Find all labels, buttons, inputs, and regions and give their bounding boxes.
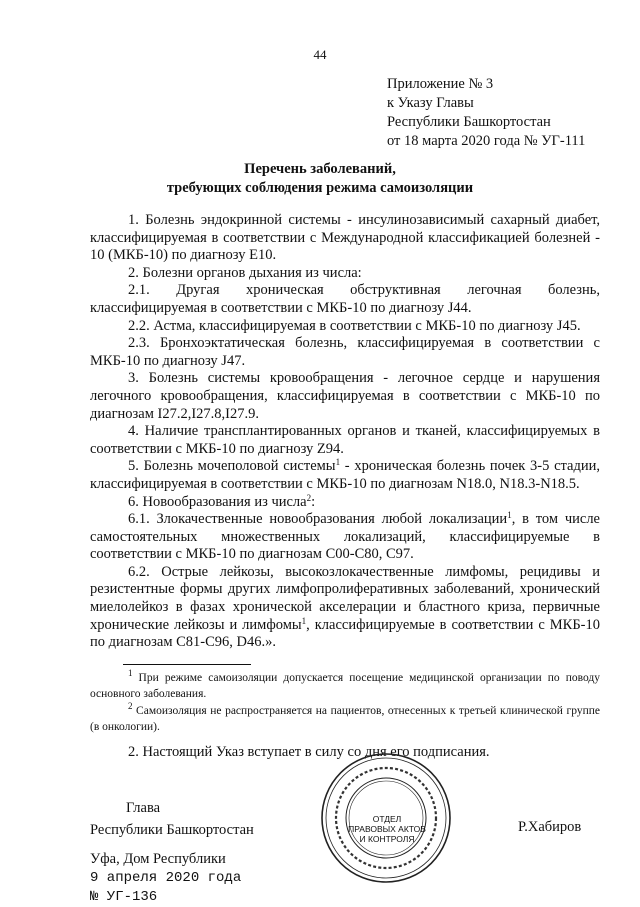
item-1: 1. Болезнь эндокринной системы - инсулинозависимый сахарный диабет, классифицируемая в соответствии с Международной классификацией болезней - 10 (МКБ-10) по диагнозу Е10.	[90, 212, 600, 264]
item-6: 6. Новообразования из числа$^2$:	[128, 492, 316, 510]
decree-date: 9 апреля 2020 года	[90, 870, 242, 886]
signatory-name: Р.Хабиров	[518, 819, 582, 835]
item-2-3: 2.3. Бронхоэктатическая болезнь, классифицируемая в соответствии с МКБ-10 по диагнозу J47.	[90, 335, 600, 369]
item-6-1	[90, 511, 600, 564]
signatory-title	[90, 797, 254, 841]
page-number: 44	[313, 47, 327, 62]
footnote-separator	[123, 664, 251, 665]
appendix-line-4: от 18 марта 2020 года № УГ-111	[387, 133, 586, 149]
footnotes	[90, 670, 600, 736]
item-6-2-text-b: , классифицируемые в соответствии с МКБ-10 по диагнозам C81-C96, D46.».	[90, 616, 600, 651]
place-line: Уфа, Дом Республики	[90, 851, 226, 867]
item-5	[90, 458, 600, 493]
appendix-line-1: Приложение № 3	[387, 76, 494, 92]
item-3: 3. Болезнь системы кровообращения - легочное сердце и нарушения легочного кровообращения, классифицируемая в соответствии с МКБ-10 по диагнозам I27.2,I27.8,I27.9.	[90, 370, 600, 422]
footnote-2-mark: 2	[128, 701, 133, 711]
footnote-ref-1: 1	[335, 457, 341, 468]
place-date-block	[90, 850, 241, 907]
decree-number: № УГ-136	[90, 889, 158, 905]
item-6-1-text-a: 6.1. Злокачественные новообразования любой локализации	[128, 511, 508, 528]
stamp-text	[338, 814, 436, 844]
disease-list	[90, 212, 600, 652]
stamp-line-1: ОТДЕЛ	[372, 814, 402, 824]
footnote-1	[90, 670, 600, 702]
item-2: 2. Болезни органов дыхания из числа:	[128, 264, 362, 281]
document-title	[0, 160, 640, 198]
item-2-2: 2.2. Астма, классифицируемая в соответствии с МКБ-10 по диагнозу J45.	[128, 317, 581, 334]
appendix-line-2: к Указу Главы	[387, 95, 474, 111]
signatory-title-line-1: Глава	[126, 800, 161, 816]
stamp-line-3: И КОНТРОЛЯ	[359, 834, 415, 844]
signatory-title-line-2: Республики Башкортостан	[90, 822, 254, 838]
item-6-1-text-b: , в том числе самостоятельных множественных локализаций, классифицируемые в соответствии с МКБ-10 по диагнозам C00-C80, C97.	[90, 511, 600, 563]
footnote-2-text: Самоизоляция не распространяется на пациентов, отнесенных к третьей клинической группе (в онкологии).	[90, 705, 600, 733]
title-line-1: Перечень заболеваний,	[244, 161, 396, 177]
footnote-ref-1: 1	[301, 615, 307, 626]
footnote-2	[90, 703, 600, 735]
footnote-1-text: При режиме самоизоляции допускается посещение медицинской организации по поводу основного заболевания.	[90, 672, 600, 700]
item-2-1: 2.1. Другая хроническая обструктивная легочная болезнь, классифицируемая в соответствии с МКБ-10 по диагнозу J44.	[90, 282, 600, 316]
appendix-block	[387, 75, 585, 151]
item-5-text-a: 5. Болезнь мочеполовой системы	[128, 458, 336, 475]
item-6-2	[90, 564, 600, 652]
footnote-1-mark: 1	[128, 668, 133, 678]
item-5-text-b: - хроническая болезнь почек 3-5 стадии, классифицируемая в соответствии с МКБ-10 по диагнозам N18.0, N18.3-N18.5.	[90, 458, 600, 492]
item-4: 4. Наличие трансплантированных органов и тканей, классифицируемых в соответствии с МКБ-10 по диагнозу Z94.	[90, 423, 600, 457]
item-6-2-text-a: 6.2. Острые лейкозы, высокозлокачественные лимфомы, рецидивы и резистентные формы других лимфопролиферативных заболеваний, хронический миелолейкоз в фазах хронической акселерации и бластного криза, первичные хронические лейкозы и лимфомы	[90, 563, 600, 633]
effective-clause: 2. Настоящий Указ вступает в силу со дня его подписания.	[128, 744, 490, 760]
footnote-ref-2: 2	[306, 492, 312, 503]
title-line-2: требующих соблюдения режима самоизоляции	[166, 180, 474, 196]
appendix-line-3: Республики Башкортостан	[387, 114, 551, 130]
footnote-ref-1: 1	[507, 510, 512, 521]
stamp-line-2: ПРАВОВЫХ АКТОВ	[348, 824, 426, 834]
item-6-text: 6. Новообразования из числа	[128, 493, 307, 510]
